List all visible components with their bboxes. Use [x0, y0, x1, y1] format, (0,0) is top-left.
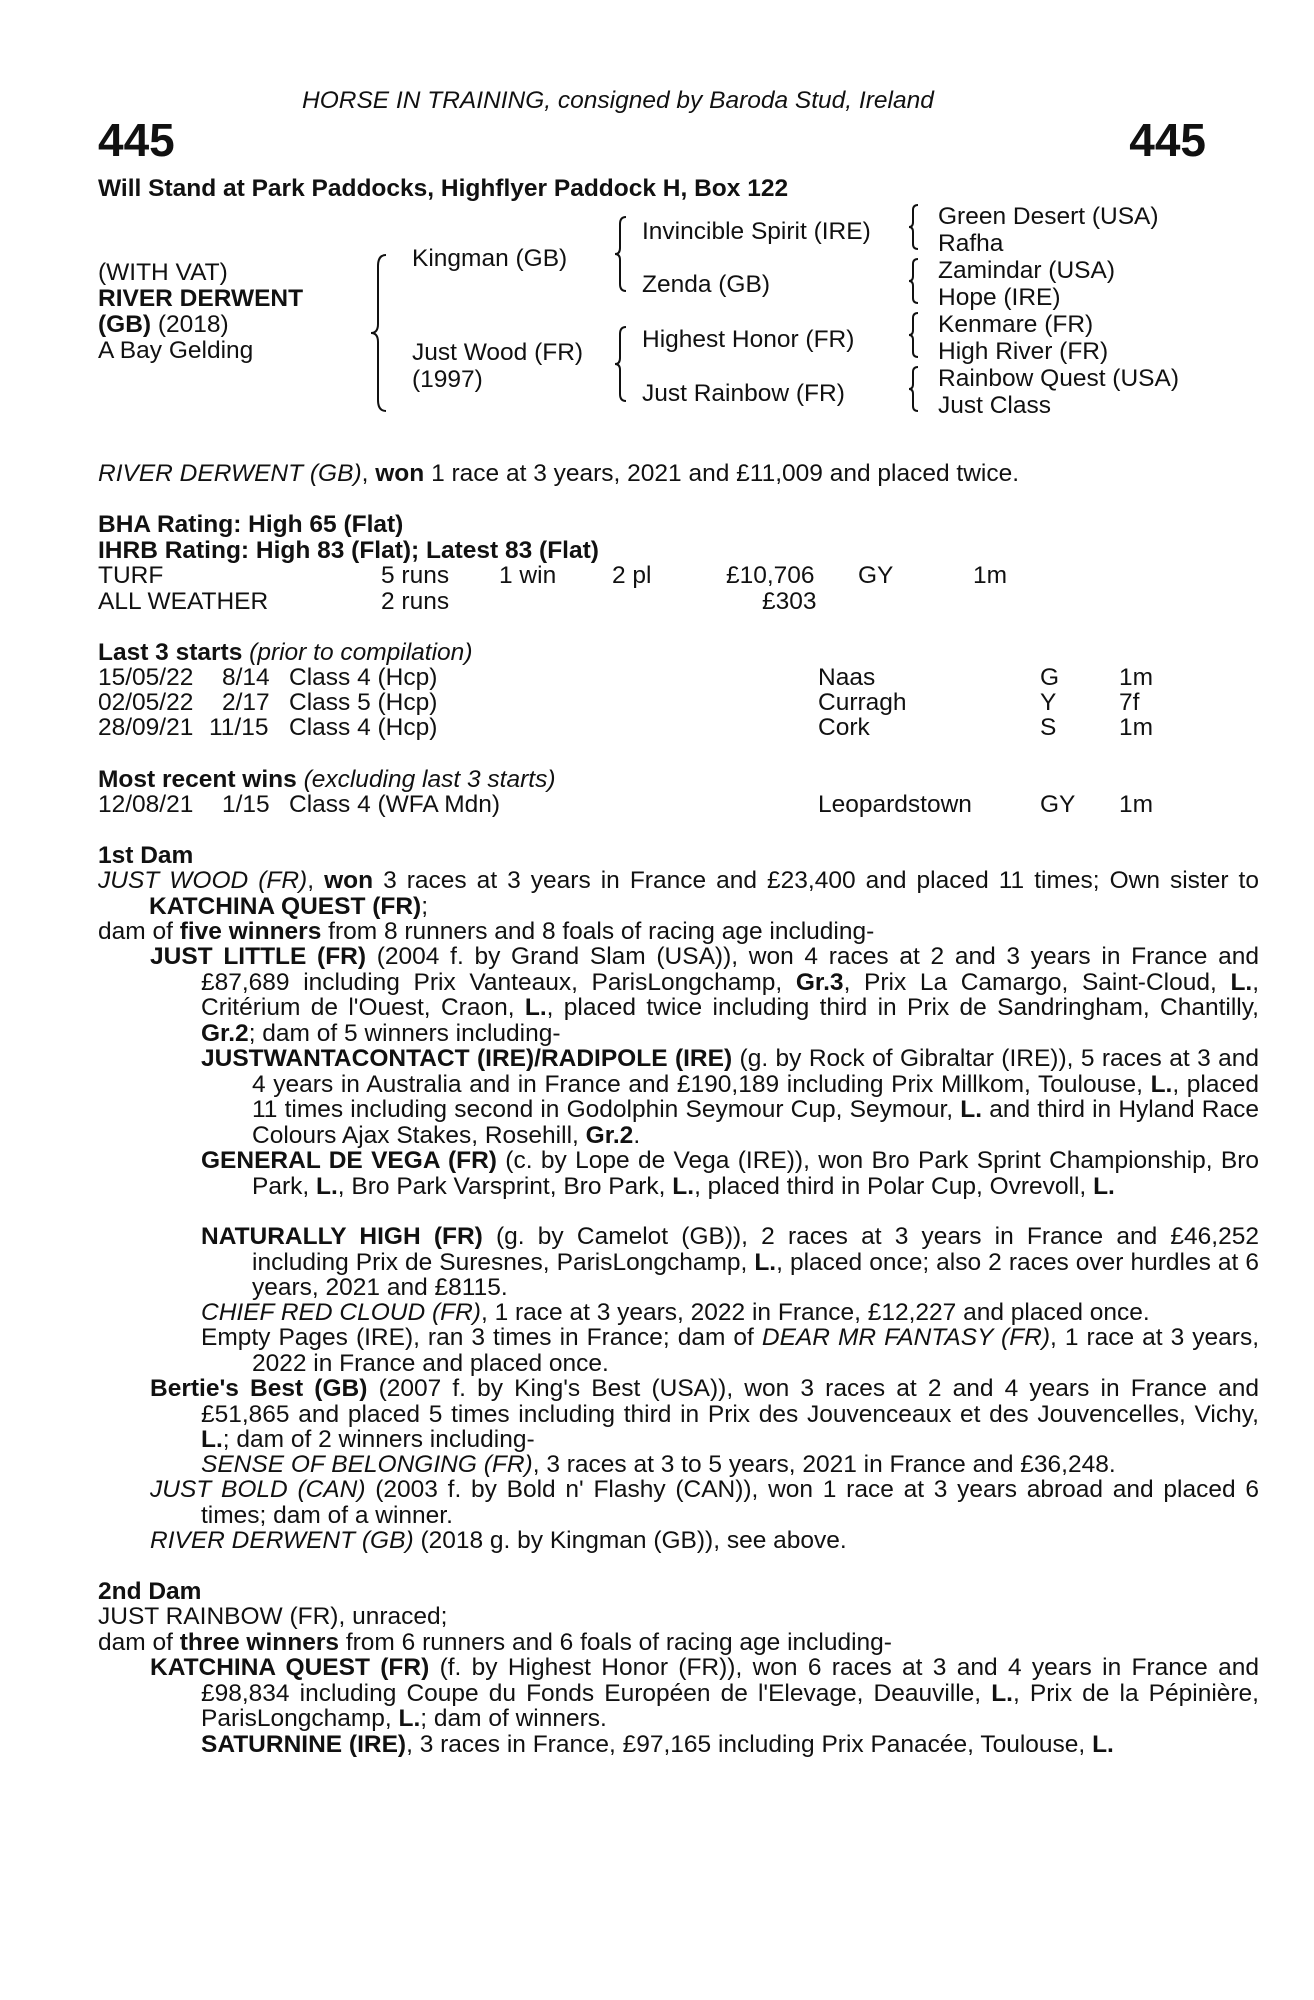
pedigree-gen3-8: Just Class [938, 392, 1052, 419]
produce-katchina-quest: KATCHINA QUEST (FR) (f. by Highest Honor (FR)), won 6 races at 3 and 4 years in France and £98,834 including Coupe du Fonds Européen de l'Elevage, Deauville, L., Prix de la Pépinière, ParisLongchamp, L.; dam of winners. [150, 1654, 1259, 1732]
turf-runs: 5 runs [381, 562, 450, 589]
produce-chief-red-cloud: CHIEF RED CLOUD (FR), 1 race at 3 years, 2022 in France, £12,227 and placed once. [201, 1299, 1150, 1326]
turf-going: GY [858, 562, 894, 589]
summary-horse-name: RIVER DERWENT (GB) [98, 460, 362, 487]
aw-label: ALL WEATHER [98, 588, 269, 615]
pedigree-sire-sire: Invincible Spirit (IRE) [642, 218, 871, 245]
pedigree-brace-main [370, 254, 388, 412]
pedigree-brace-g1 [908, 204, 920, 250]
produce-naturally-high: NATURALLY HIGH (FR) (g. by Camelot (GB)), 2 races at 3 years in France and £46,252 including Prix de Suresnes, ParisLongchamp, L., placed once; also 2 races over hurdles at 6 years, 2021 and £8115. [201, 1223, 1259, 1301]
turf-distance: 1m [973, 562, 1008, 589]
second-dam-heading: 2nd Dam [98, 1578, 202, 1605]
horse-country: (GB) [98, 311, 152, 338]
turf-prize: £10,706 [726, 562, 815, 589]
pedigree-dam-sire: Highest Honor (FR) [642, 326, 855, 353]
first-dam-heading: 1st Dam [98, 842, 194, 869]
second-dam-line: JUST RAINBOW (FR), unraced; [98, 1603, 448, 1630]
pedigree-brace-g4 [908, 366, 920, 412]
last-starts-note: (prior to compilation) [249, 639, 473, 666]
aw-runs: 2 runs [381, 588, 450, 615]
horse-country-year [98, 312, 229, 338]
pedigree-gen3-1: Green Desert (USA) [938, 203, 1159, 230]
pedigree-gen3-3: Zamindar (USA) [938, 257, 1115, 284]
pedigree-brace-sire [614, 216, 628, 292]
pedigree-dam-year: (1997) [412, 366, 483, 393]
pedigree-gen3-5: Kenmare (FR) [938, 311, 1094, 338]
vat-note: (WITH VAT) [98, 259, 228, 286]
pedigree-brace-g2 [908, 258, 920, 304]
pedigree-gen3-2: Rafha [938, 230, 1004, 257]
produce-river-derwent: RIVER DERWENT (GB) (2018 g. by Kingman (GB)), see above. [150, 1527, 847, 1554]
pedigree-brace-dam [614, 326, 628, 402]
pedigree-gen3-7: Rainbow Quest (USA) [938, 365, 1180, 392]
summary-won: won [375, 460, 425, 487]
produce-just-bold: JUST BOLD (CAN) (2003 f. by Bold n' Flashy (CAN)), won 1 race at 3 years abroad and placed 6 times; dam of a winner. [150, 1476, 1259, 1529]
produce-just-little: JUST LITTLE (FR) (2004 f. by Grand Slam (USA)), won 4 races at 2 and 3 years in France and £87,689 including Prix Vanteaux, ParisLongchamp, Gr.3, Prix La Camargo, Saint-Cloud, L., Critérium de l'Ouest, Craon, L., placed twice including third in Prix de Sandringham, Chantilly, Gr.2; dam of 5 winners including- [150, 943, 1260, 1047]
horse-description: A Bay Gelding [98, 337, 254, 364]
pedigree-gen3-6: High River (FR) [938, 338, 1109, 365]
pedigree-dam: Just Wood (FR) [412, 339, 584, 366]
recent-wins-heading [98, 767, 555, 793]
ihrb-rating: IHRB Rating: High 83 (Flat); Latest 83 (Flat) [98, 537, 599, 564]
produce-empty-pages: Empty Pages (IRE), ran 3 times in France; dam of DEAR MR FANTASY (FR), 1 race at 3 years, 2022 in France and placed once. [201, 1324, 1259, 1377]
stand-location: Will Stand at Park Paddocks, Highflyer Paddock H, Box 122 [98, 175, 789, 202]
lot-number-right: 445 [1129, 114, 1206, 166]
last-starts-heading [98, 640, 472, 666]
consignor-line: HORSE IN TRAINING, consigned by Baroda Stud, Ireland [302, 87, 934, 114]
produce-saturnine: SATURNINE (IRE), 3 races in France, £97,165 including Prix Panacée, Toulouse, L. [201, 1731, 1114, 1758]
first-dam-intro: JUST WOOD (FR), won 3 races at 3 years in France and £23,400 and placed 11 times; Own sister to KATCHINA QUEST (FR); [98, 867, 1259, 920]
horse-name: RIVER DERWENT [98, 285, 304, 312]
recent-wins-note: (excluding last 3 starts) [303, 766, 556, 793]
turf-label: TURF [98, 562, 164, 589]
second-dam-produce: dam of three winners from 6 runners and 6 foals of racing age including- [98, 1629, 892, 1656]
pedigree-gen3-4: Hope (IRE) [938, 284, 1061, 311]
produce-general-de-vega: GENERAL DE VEGA (FR) (c. by Lope de Vega (IRE)), won Bro Park Sprint Championship, Bro Park, L., Bro Park Varsprint, Bro Park, L., placed third in Polar Cup, Ovrevoll, L. [201, 1147, 1260, 1200]
summary-rest: 1 race at 3 years, 2021 and £11,009 and placed twice. [431, 460, 1020, 487]
aw-prize: £303 [762, 588, 817, 615]
turf-wins: 1 win [499, 562, 557, 589]
produce-justwantacontact: JUSTWANTACONTACT (IRE)/RADIPOLE (IRE) (g. by Rock of Gibraltar (IRE)), 5 races at 3 and 4 years in Australia and in France and £190,189 including Prix Millkom, Toulouse, L., placed 11 times including second in Godolphin Seymour Cup, Seymour, L. and third in Hyland Race Colours Ajax Stakes, Rosehill, Gr.2. [201, 1045, 1260, 1149]
pedigree-brace-g3 [908, 312, 920, 358]
first-dam-produce: dam of five winners from 8 runners and 8 foals of racing age including- [98, 918, 875, 945]
race-summary: RIVER DERWENT (GB), won 1 race at 3 years, 2021 and £11,009 and placed twice. [98, 460, 1020, 487]
produce-berties-best: Bertie's Best (GB) (2007 f. by King's Best (USA)), won 3 races at 2 and 4 years in France and £51,865 and placed 5 times including third in Prix des Jouvenceaux et des Jouvencelles, Vichy, L.; dam of 2 winners including- [150, 1375, 1260, 1453]
recent-wins-title: Most recent wins [98, 766, 297, 793]
pedigree-dam-dam: Just Rainbow (FR) [642, 380, 845, 407]
lot-number-left: 445 [98, 114, 175, 166]
pedigree-sire: Kingman (GB) [412, 245, 568, 272]
bha-rating: BHA Rating: High 65 (Flat) [98, 511, 404, 538]
horse-year: (2018) [157, 311, 229, 338]
produce-sense-of-belonging: SENSE OF BELONGING (FR), 3 races at 3 to 5 years, 2021 in France and £36,248. [201, 1451, 1116, 1478]
pedigree-sire-dam: Zenda (GB) [642, 271, 770, 298]
last-starts-title: Last 3 starts [98, 639, 243, 666]
turf-places: 2 pl [612, 562, 652, 589]
